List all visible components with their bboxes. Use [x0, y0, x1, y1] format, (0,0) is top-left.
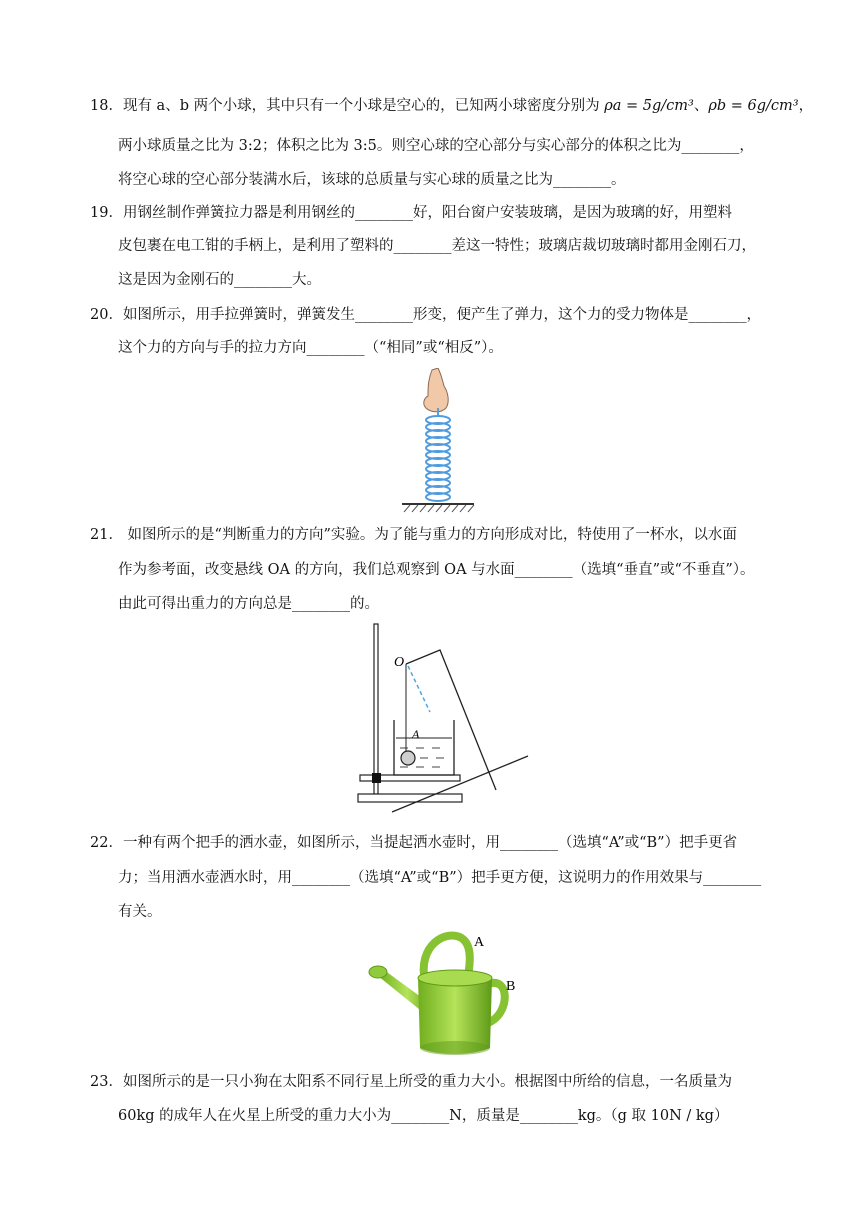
stand-rod — [374, 624, 378, 794]
q23-line-1: 23．如图所示的是一只小狗在太阳系不同行星上所受的重力大小。根据图中所给的信息，一名质量为 — [90, 1074, 732, 1090]
stand-base — [358, 794, 462, 802]
plumb-line-figure — [356, 620, 536, 816]
q19-line-1: 19．用钢丝制作弹簧拉力器是利用钢丝的________好，阳台窗户安装玻璃，是因为玻璃的好，用塑料 — [90, 205, 732, 221]
q20-line-1: 20．如图所示，用手拉弹簧时，弹簧发生________形变，便产生了弹力，这个力的受力物体是________， — [90, 307, 761, 323]
q20-line-2: 这个力的方向与手的拉力方向________（“相同”或“相反”）。 — [118, 340, 503, 356]
q23-line-2: 60kg 的成年人在火星上所受的重力大小为________N，质量是________kg。（g 取 10N / kg） — [118, 1108, 729, 1124]
label-a: A — [474, 935, 485, 950]
q19-line-3: 这是因为金刚石的________大。 — [118, 272, 321, 288]
q18-end: ， — [798, 98, 814, 114]
dashed-line — [408, 666, 430, 712]
spring-coils — [426, 416, 450, 501]
q18-rho-a: ρa = 5g/cm³ — [604, 98, 694, 114]
q22-line-1: 22．一种有两个把手的洒水壶，如图所示，当提起洒水壶时，用________（选填“A”或“B”）把手更省 — [90, 835, 738, 851]
label-o: O — [394, 655, 405, 670]
q18-separator: 、 — [693, 98, 709, 114]
plumb-bob — [401, 751, 415, 765]
q21-line-2: 作为参考面，改变悬线 OA 的方向，我们总观察到 OA 与水面________（选填“垂直”或“不垂直”）。 — [118, 562, 755, 578]
inclined-board — [392, 756, 528, 812]
label-b: B — [506, 979, 516, 994]
q21-line-3: 由此可得出重力的方向总是________的。 — [118, 596, 379, 612]
q18-line-1 — [90, 96, 813, 116]
q22-line-3: 有关。 — [118, 904, 162, 920]
q18-line-2: 两小球质量之比为 3:2；体积之比为 3:5。则空心球的空心部分与实心部分的体积之比为________， — [118, 138, 754, 154]
clamp — [372, 773, 381, 783]
q19-line-2: 皮包裹在电工钳的手柄上，是利用了塑料的________差这一特性；玻璃店裁切玻璃时都用金刚石刀， — [118, 238, 756, 254]
q18-rho-b: ρb = 6g/cm³ — [708, 98, 799, 114]
label-a: A — [412, 727, 420, 741]
q22-line-2: 力；当用洒水壶洒水时，用________（选填“A”或“B”）把手更方便，这说明力的作用效果与________ — [118, 870, 762, 886]
spout-rose — [369, 966, 387, 978]
q18-line-3: 将空心球的空心部分装满水后，该球的总质量与实心球的质量之比为________。 — [118, 172, 626, 188]
spring-figure — [398, 368, 478, 514]
hand-icon — [424, 368, 448, 412]
q21-line-1: 21． 如图所示的是“判断重力的方向”实验。为了能与重力的方向形成对比，特使用了一杯水，以水面 — [90, 527, 737, 543]
holder-frame — [406, 650, 496, 790]
watering-can-figure — [360, 926, 530, 1060]
q18-text: 18．现有 a、b 两个小球，其中只有一个小球是空心的，已知两小球密度分别为 — [90, 98, 600, 114]
